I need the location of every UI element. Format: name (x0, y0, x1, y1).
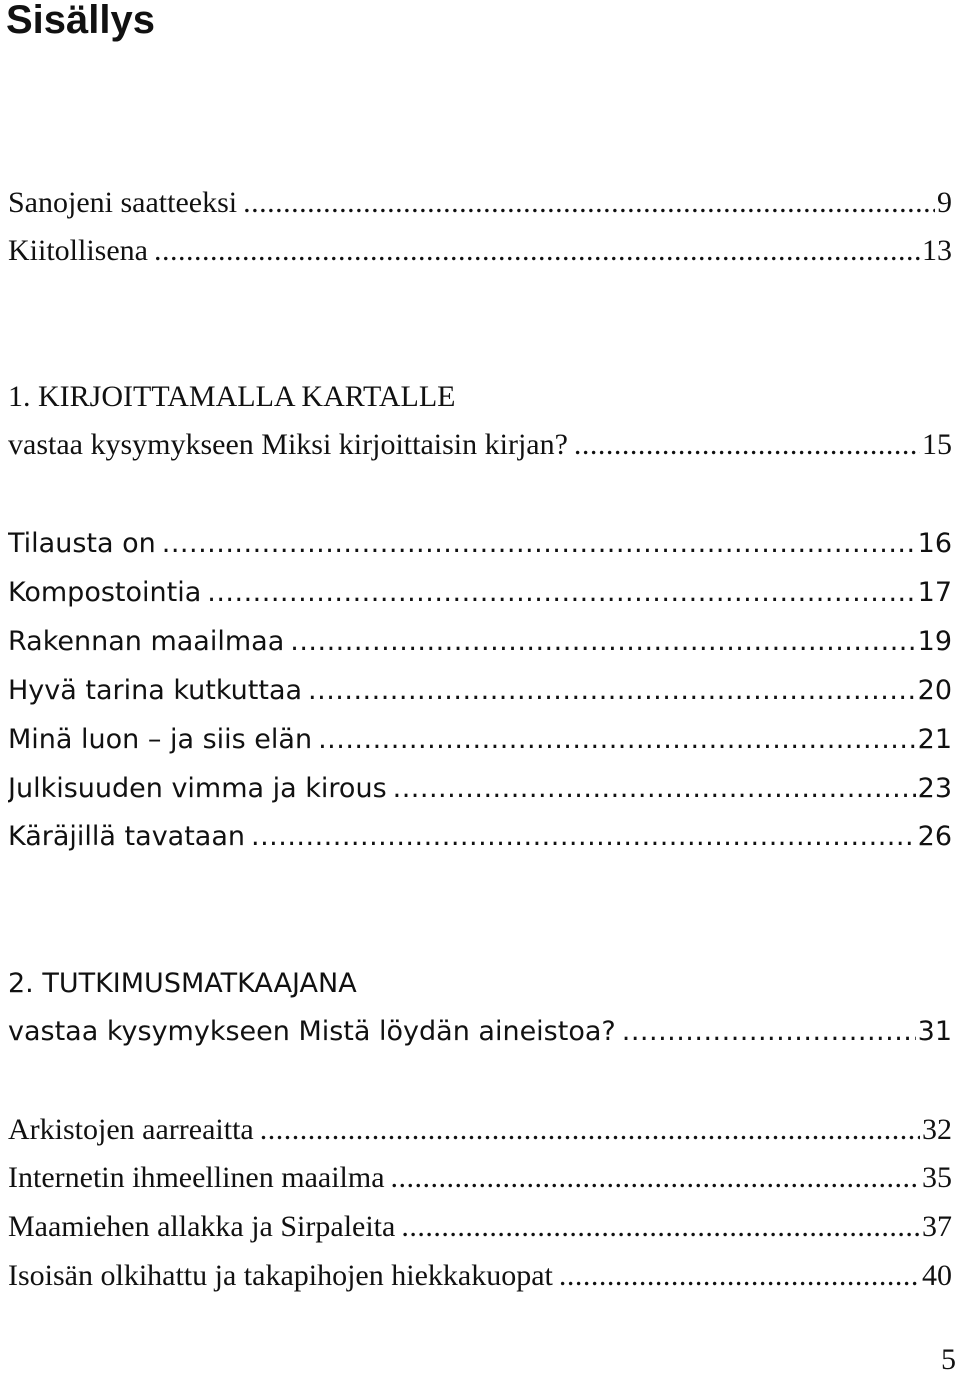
chapter-2-subtitle-entry[interactable] (8, 1012, 952, 1052)
toc-entry-maamiehen-allakka[interactable] (8, 1207, 952, 1247)
dot-leader (207, 573, 915, 613)
toc-entry-kompostointia[interactable] (8, 573, 952, 613)
toc-entry-page: 19 (917, 626, 952, 657)
page-title: Sisällys (6, 0, 156, 42)
toc-entry-page: 9 (937, 186, 952, 219)
dot-leader (308, 671, 916, 711)
dot-leader (162, 524, 916, 564)
toc-entry-label: Sanojeni saatteeksi (8, 186, 238, 219)
dot-leader (154, 231, 920, 271)
toc-entry-label: Rakennan maailmaa (8, 626, 285, 657)
toc-entry-isoisan-olkihattu[interactable] (8, 1256, 952, 1296)
toc-entry-arkistojen-aarreaitta[interactable] (8, 1110, 952, 1150)
toc-entry-label: Isoisän olkihattu ja takapihojen hiekkakuopat (8, 1259, 553, 1292)
toc-entry-label: vastaa kysymykseen Mistä löydän aineistoa? (8, 1016, 616, 1047)
toc-entry-page: 26 (917, 821, 952, 852)
toc-entry-page: 31 (917, 1016, 952, 1047)
toc-entry-page: 32 (922, 1113, 952, 1146)
toc-entry-page: 40 (922, 1259, 952, 1292)
chapter-1-heading: 1. KIRJOITTAMALLA KARTALLE (8, 380, 456, 413)
toc-entry-rakennan-maailmaa[interactable] (8, 622, 952, 662)
dot-leader (622, 1012, 916, 1052)
dot-leader (260, 1110, 920, 1150)
toc-entry-page: 21 (917, 724, 952, 755)
toc-entry-label: Kiitollisena (8, 234, 148, 267)
toc-entry-label: Minä luon – ja siis elän (8, 724, 313, 755)
toc-entry-page: 16 (917, 528, 952, 559)
toc-entry-page: 15 (922, 428, 952, 461)
toc-entry-page: 23 (917, 773, 952, 804)
toc-entry-page: 35 (922, 1161, 952, 1194)
toc-entry-mina-luon[interactable] (8, 720, 952, 760)
dot-leader (290, 622, 915, 662)
toc-entry-kiitollisena[interactable] (8, 231, 952, 271)
dot-leader (574, 425, 920, 465)
toc-entry-label: Tilausta on (8, 528, 156, 559)
toc-entry-label: Julkisuuden vimma ja kirous (8, 773, 387, 804)
toc-entry-label: Arkistojen aarreaitta (8, 1113, 254, 1146)
chapter-2-heading: 2. TUTKIMUSMATKAAJANA (8, 968, 357, 999)
dot-leader (559, 1256, 920, 1296)
toc-entry-label: vastaa kysymykseen Miksi kirjoittaisin kirjan? (8, 428, 568, 461)
toc-entry-julkisuuden-vimma[interactable] (8, 769, 952, 809)
toc-entry-label: Internetin ihmeellinen maailma (8, 1161, 385, 1194)
toc-entry-label: Kompostointia (8, 577, 202, 608)
toc-entry-page: 20 (917, 675, 952, 706)
chapter-1-subtitle-entry[interactable] (8, 425, 952, 465)
toc-entry-hyva-tarina-kutkuttaa[interactable] (8, 671, 952, 711)
toc-entry-tilausta-on[interactable] (8, 524, 952, 564)
dot-leader (251, 817, 916, 857)
toc-entry-internetin-ihmeellinen-maailma[interactable] (8, 1158, 952, 1198)
page-number: 5 (941, 1343, 956, 1376)
dot-leader (391, 1158, 920, 1198)
toc-entry-sanojeni-saatteeksi[interactable] (8, 183, 952, 223)
toc-entry-page: 37 (922, 1210, 952, 1243)
toc-entry-label: Hyvä tarina kutkuttaa (8, 675, 303, 706)
dot-leader (318, 720, 916, 760)
toc-entry-page: 17 (917, 577, 952, 608)
dot-leader (401, 1207, 920, 1247)
toc-entry-label: Käräjillä tavataan (8, 821, 246, 852)
dot-leader (243, 183, 935, 223)
toc-entry-karajilla-tavataan[interactable] (8, 817, 952, 857)
dot-leader (393, 769, 916, 809)
toc-entry-label: Maamiehen allakka ja Sirpaleita (8, 1210, 396, 1243)
toc-entry-page: 13 (922, 234, 952, 267)
